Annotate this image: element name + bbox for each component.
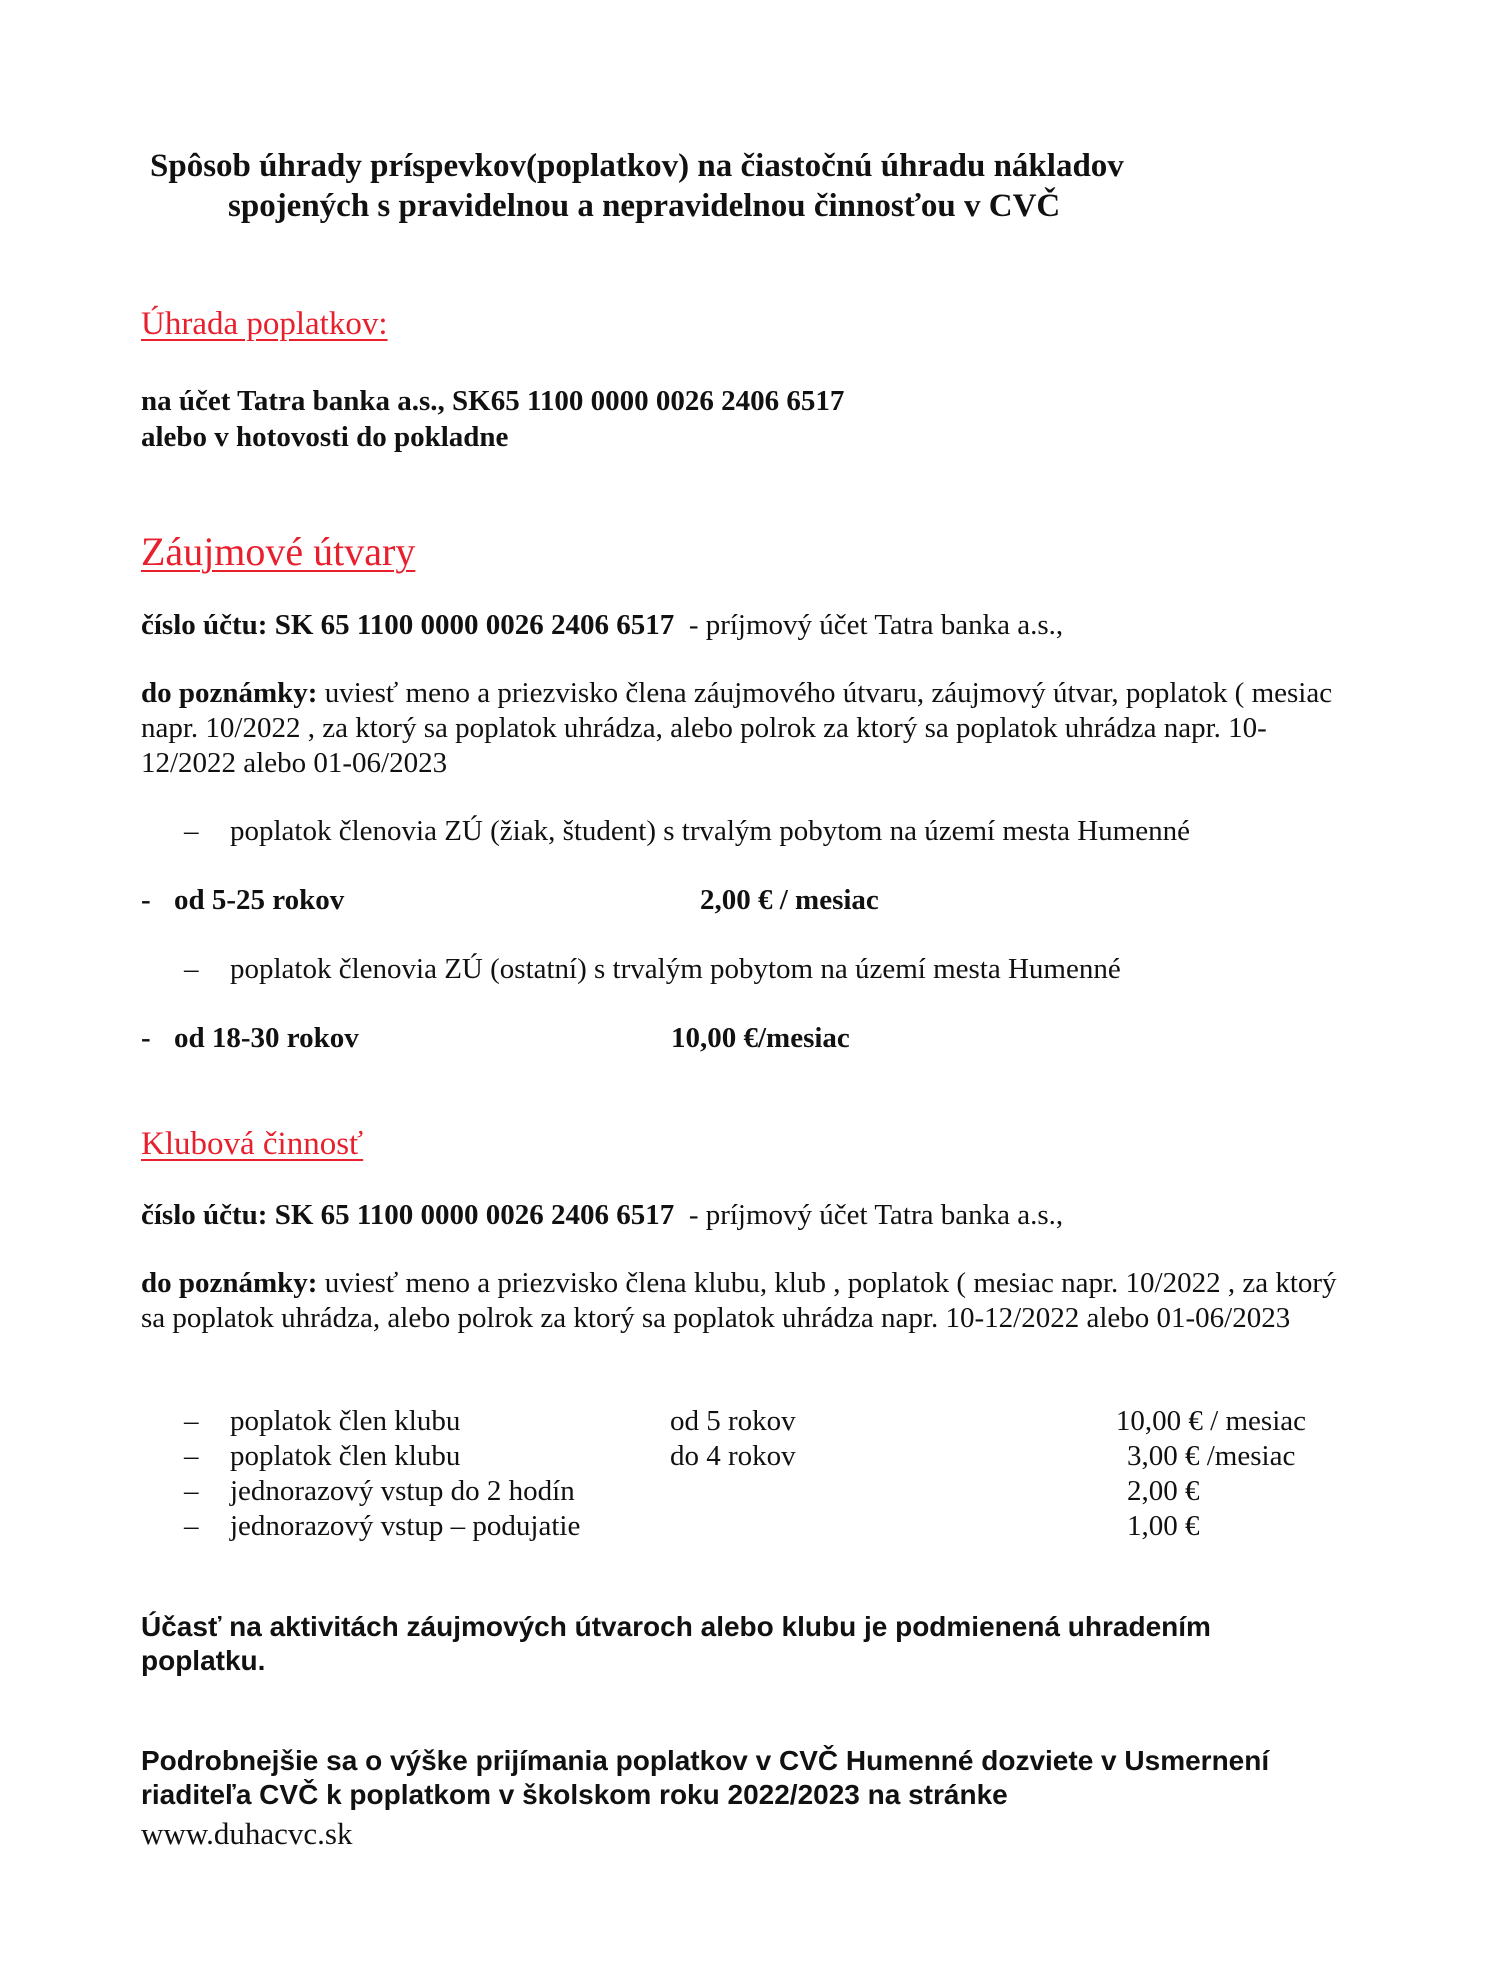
zaujmove-account-suffix: - príjmový účet Tatra banka a.s.,	[674, 609, 1064, 641]
document-title-line-1: Spôsob úhrady príspevkov(poplatkov) na čiastočnú úhradu nákladov	[150, 148, 1124, 184]
klub-note-text: uviesť meno a priezvisko člena klubu, klub , poplatok ( mesiac napr. 10/2022 , za ktorý sa poplatok uhrádza, alebo polrok za ktorý sa poplatok uhrádza napr. 10-12/2022 alebo 01-06/2023	[141, 1267, 1337, 1334]
klub-fee-2-dash: –	[184, 1440, 199, 1472]
zaujmove-rate-1-age: od 5-25 rokov	[174, 884, 345, 916]
zaujmove-bullet-1-text: poplatok členovia ZÚ (žiak, študent) s trvalým pobytom na území mesta Humenné	[230, 815, 1190, 847]
participation-condition: Účasť na aktivitách záujmových útvaroch alebo klubu je podmienená uhradením poplatku.	[141, 1611, 1211, 1676]
zaujmove-rate-1-dash: -	[141, 884, 151, 916]
zaujmove-rate-2-dash: -	[141, 1022, 151, 1054]
zaujmove-rate-2-age: od 18-30 rokov	[174, 1022, 359, 1054]
klub-note-label: do poznámky:	[141, 1267, 318, 1299]
klub-note	[141, 1266, 1341, 1336]
document-title-line-2: spojených s pravidelnou a nepravidelnou činnosťou v CVČ	[228, 188, 1061, 224]
zaujmove-note	[141, 676, 1341, 781]
klub-fee-2-price: 3,00 € /mesiac	[1127, 1440, 1296, 1472]
klub-fee-3-price: 2,00 €	[1127, 1475, 1200, 1507]
klub-fee-1-item: poplatok člen klubu	[230, 1405, 461, 1437]
klub-fee-1-price: 10,00 € / mesiac	[1115, 1405, 1306, 1437]
klub-account-label: číslo účtu: SK 65 1100 0000 0026 2406 6517	[141, 1199, 675, 1231]
klub-fee-2-age: do 4 rokov	[670, 1440, 796, 1472]
website-link[interactable]: www.duhacvc.sk	[141, 1816, 353, 1851]
zaujmove-account	[141, 608, 1063, 643]
zaujmove-bullet-2-dash: –	[184, 953, 199, 985]
klub-fee-2-item: poplatok člen klubu	[230, 1440, 461, 1472]
klub-fee-1-dash: –	[184, 1405, 199, 1437]
zaujmove-note-text: uviesť meno a priezvisko člena záujmového útvaru, záujmový útvar, poplatok ( mesiac napr. 10/2022 , za ktorý sa poplatok uhrádza, alebo polrok za ktorý sa poplatok uhrádza napr. 10-12/2022 alebo 01-06/2023	[141, 677, 1333, 779]
klub-fee-4-dash: –	[184, 1510, 199, 1542]
payment-line-2: alebo v hotovosti do pokladne	[141, 421, 509, 453]
zaujmove-account-label: číslo účtu: SK 65 1100 0000 0026 2406 6517	[141, 609, 675, 641]
klub-account	[141, 1198, 1063, 1233]
klub-fee-1-age: od 5 rokov	[670, 1405, 796, 1437]
zaujmove-heading: Záujmové útvary	[141, 529, 416, 574]
payment-line-1: na účet Tatra banka a.s., SK65 1100 0000 0026 2406 6517	[141, 385, 845, 417]
klub-fee-4-price: 1,00 €	[1127, 1510, 1200, 1542]
klub-account-suffix: - príjmový účet Tatra banka a.s.,	[674, 1199, 1064, 1231]
zaujmove-rate-2-price: 10,00 €/mesiac	[671, 1022, 850, 1054]
klub-fee-3-item: jednorazový vstup do 2 hodín	[230, 1475, 575, 1507]
klub-heading: Klubová činnosť	[141, 1126, 364, 1162]
klub-fee-3-dash: –	[184, 1475, 199, 1507]
klub-fee-4-item: jednorazový vstup – podujatie	[230, 1510, 581, 1542]
zaujmove-rate-1-price: 2,00 € / mesiac	[700, 884, 879, 916]
zaujmove-bullet-2-text: poplatok členovia ZÚ (ostatní) s trvalým pobytom na území mesta Humenné	[230, 953, 1121, 985]
zaujmove-bullet-1-dash: –	[184, 815, 199, 847]
more-info-text: Podrobnejšie sa o výške prijímania poplatkov v CVČ Humenné dozviete v Usmernení riaditeľa CVČ k poplatkom v školskom roku 2022/2023 na stránke	[141, 1745, 1270, 1810]
payment-heading: Úhrada poplatkov:	[141, 306, 388, 342]
zaujmove-note-label: do poznámky:	[141, 677, 318, 709]
